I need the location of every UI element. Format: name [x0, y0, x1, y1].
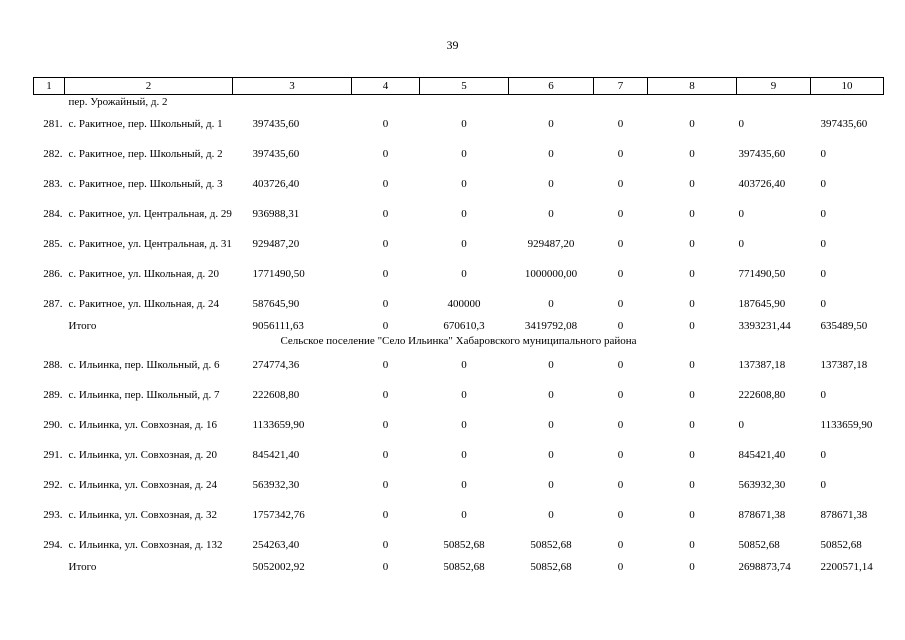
- row-number: 281.: [43, 118, 63, 130]
- value-cell: 0: [382, 148, 389, 160]
- value-cell: 0: [548, 509, 554, 521]
- value-cell: 0: [738, 208, 744, 220]
- value-cell: 0: [689, 389, 695, 401]
- value-cell: 0: [689, 539, 695, 551]
- value-cell: 397435,60: [820, 118, 868, 130]
- value-cell: 0: [382, 118, 389, 130]
- address-cell: пер. Урожайный, д. 2: [68, 96, 168, 108]
- total-value: 3393231,44: [738, 320, 791, 332]
- total-value: 3419792,08: [524, 320, 578, 332]
- value-cell: 0: [820, 298, 826, 310]
- value-cell: 0: [382, 479, 389, 491]
- page-number: 39: [446, 38, 459, 52]
- value-cell: 0: [461, 449, 467, 461]
- value-cell: 929487,20: [527, 238, 575, 250]
- row-number: 294.: [43, 539, 63, 551]
- table-row: [34, 470, 884, 500]
- value-cell: 0: [820, 449, 826, 461]
- value-cell: 0: [548, 298, 554, 310]
- column-header: 8: [648, 78, 737, 95]
- row-number: 284.: [43, 208, 63, 220]
- row-number: 293.: [43, 509, 63, 521]
- value-cell: 936988,31: [252, 208, 300, 220]
- column-number-header-row: [34, 78, 884, 95]
- value-cell: 137387,18: [738, 359, 786, 371]
- value-cell: 0: [548, 208, 554, 220]
- value-cell: [233, 95, 352, 110]
- value-cell: 1133659,90: [252, 419, 305, 431]
- address-cell: с. Ракитное, ул. Центральная, д. 31: [68, 237, 232, 250]
- value-cell: 222608,80: [738, 389, 786, 401]
- value-cell: 0: [738, 419, 744, 431]
- table-row: [34, 350, 884, 380]
- address-cell: с. Ильинка, пер. Школьный, д. 6: [68, 358, 220, 371]
- column-header: 10: [811, 78, 884, 95]
- value-cell: 403726,40: [738, 178, 786, 190]
- total-value: 0: [689, 561, 695, 573]
- value-cell: 1771490,50: [252, 268, 305, 280]
- value-cell: 0: [820, 479, 826, 491]
- value-cell: 397435,60: [252, 148, 300, 160]
- column-header: 3: [233, 78, 352, 95]
- column-header: 4: [352, 78, 420, 95]
- value-cell: 0: [820, 178, 826, 190]
- value-cell: 0: [382, 359, 389, 371]
- value-cell: 0: [382, 389, 389, 401]
- address-cell: с. Ильинка, ул. Совхозная, д. 32: [68, 508, 218, 521]
- value-cell: 0: [617, 419, 624, 431]
- row-number: 283.: [43, 178, 63, 190]
- value-cell: 0: [820, 148, 826, 160]
- row-number: 290.: [43, 419, 63, 431]
- total-value: 9056111,63: [252, 320, 304, 332]
- table-row: [34, 169, 884, 199]
- address-cell: с. Ильинка, ул. Совхозная, д. 132: [68, 538, 223, 551]
- value-cell: 0: [738, 238, 744, 250]
- value-cell: 274774,36: [252, 359, 300, 371]
- row-number: [34, 319, 65, 333]
- value-cell: 0: [548, 118, 554, 130]
- row-number: 286.: [43, 268, 63, 280]
- value-cell: 0: [382, 419, 389, 431]
- value-cell: 0: [820, 389, 826, 401]
- value-cell: 0: [689, 479, 695, 491]
- value-cell: 1757342,76: [252, 509, 305, 521]
- value-cell: 0: [382, 238, 389, 250]
- value-cell: 0: [461, 419, 467, 431]
- table-row: [34, 530, 884, 560]
- row-number: [34, 95, 65, 110]
- value-cell: 0: [461, 509, 467, 521]
- value-cell: [594, 95, 648, 110]
- table-row: [34, 500, 884, 530]
- value-cell: 137387,18: [820, 359, 868, 371]
- total-value: 5052002,92: [252, 561, 305, 573]
- total-value: 0: [617, 320, 624, 332]
- total-label: Итого: [68, 561, 97, 573]
- value-cell: 0: [689, 268, 695, 280]
- value-cell: 0: [548, 389, 554, 401]
- address-cell: с. Ракитное, ул. Школьная, д. 24: [68, 297, 219, 310]
- value-cell: 0: [461, 268, 467, 280]
- value-cell: 0: [689, 298, 695, 310]
- value-cell: 0: [548, 419, 554, 431]
- value-cell: 0: [617, 359, 624, 371]
- value-cell: 0: [548, 479, 554, 491]
- value-cell: 0: [382, 208, 389, 220]
- value-cell: 878671,38: [820, 509, 868, 521]
- value-cell: 0: [461, 148, 467, 160]
- value-cell: [811, 95, 884, 110]
- value-cell: 0: [617, 479, 624, 491]
- value-cell: [420, 95, 509, 110]
- value-cell: 771490,50: [738, 268, 786, 280]
- value-cell: 0: [689, 509, 695, 521]
- total-value: 635489,50: [820, 320, 868, 332]
- table-body: [34, 95, 884, 575]
- row-number: [34, 560, 65, 574]
- value-cell: 587645,90: [252, 298, 300, 310]
- value-cell: 0: [689, 178, 695, 190]
- value-cell: 0: [617, 539, 624, 551]
- value-cell: 0: [689, 359, 695, 371]
- value-cell: 0: [382, 509, 389, 521]
- column-header: 5: [420, 78, 509, 95]
- value-cell: 0: [548, 178, 554, 190]
- column-header: 1: [34, 78, 65, 95]
- table-row: [34, 199, 884, 229]
- value-cell: 50852,68: [738, 539, 780, 551]
- row-number: 282.: [43, 148, 63, 160]
- value-cell: [509, 95, 594, 110]
- value-cell: 50852,68: [443, 539, 485, 551]
- value-cell: 845421,40: [738, 449, 786, 461]
- value-cell: 0: [738, 118, 744, 130]
- value-cell: 0: [461, 118, 467, 130]
- total-value: 670610,3: [443, 320, 485, 332]
- value-cell: 0: [617, 238, 624, 250]
- value-cell: 403726,40: [252, 178, 300, 190]
- address-cell: с. Ильинка, ул. Совхозная, д. 20: [68, 448, 218, 461]
- table-row: [34, 410, 884, 440]
- value-cell: 0: [689, 238, 695, 250]
- value-cell: 0: [461, 479, 467, 491]
- total-value: 2698873,74: [738, 561, 791, 573]
- total-row: [34, 560, 884, 574]
- value-cell: 0: [461, 359, 467, 371]
- continuation-row: [34, 95, 884, 110]
- table-row: [34, 440, 884, 470]
- total-value: 0: [617, 561, 624, 573]
- row-number: 287.: [43, 298, 63, 310]
- value-cell: 0: [548, 449, 554, 461]
- total-value: 0: [382, 561, 389, 573]
- value-cell: 0: [382, 449, 389, 461]
- total-row: [34, 319, 884, 333]
- value-cell: [352, 95, 420, 110]
- address-cell: с. Ильинка, ул. Совхозная, д. 16: [68, 418, 218, 431]
- value-cell: [737, 95, 811, 110]
- total-value: 0: [689, 320, 695, 332]
- value-cell: 0: [548, 359, 554, 371]
- address-cell: с. Ильинка, пер. Школьный, д. 7: [68, 388, 220, 401]
- column-header: 7: [594, 78, 648, 95]
- value-cell: 0: [820, 268, 826, 280]
- table-row: [34, 109, 884, 139]
- value-cell: 845421,40: [252, 449, 300, 461]
- value-cell: 0: [548, 148, 554, 160]
- value-cell: 0: [617, 118, 624, 130]
- total-value: 0: [382, 320, 389, 332]
- value-cell: 0: [461, 208, 467, 220]
- value-cell: 0: [689, 449, 695, 461]
- value-cell: 397435,60: [738, 148, 786, 160]
- column-header: 9: [737, 78, 811, 95]
- value-cell: 400000: [447, 298, 481, 310]
- value-cell: 929487,20: [252, 238, 300, 250]
- row-number: 288.: [43, 359, 63, 371]
- value-cell: 563932,30: [738, 479, 786, 491]
- total-value: 50852,68: [443, 561, 485, 573]
- row-number: 289.: [43, 389, 63, 401]
- row-number: 285.: [43, 238, 63, 250]
- total-value: 50852,68: [530, 561, 572, 573]
- address-cell: с. Ракитное, ул. Центральная, д. 29: [68, 207, 232, 220]
- value-cell: 0: [820, 208, 826, 220]
- table-row: [34, 380, 884, 410]
- address-cell: с. Ракитное, ул. Школьная, д. 20: [68, 267, 219, 280]
- table-row: [34, 139, 884, 169]
- value-cell: 0: [461, 389, 467, 401]
- section-heading: Сельское поселение "Село Ильинка" Хабаровского муниципального района: [280, 335, 637, 347]
- value-cell: 0: [617, 449, 624, 461]
- table-row: [34, 229, 884, 259]
- row-number: 292.: [43, 479, 63, 491]
- value-cell: 254263,40: [252, 539, 300, 551]
- address-cell: с. Ракитное, пер. Школьный, д. 3: [68, 177, 223, 190]
- address-cell: с. Ракитное, пер. Школьный, д. 2: [68, 147, 223, 160]
- section-heading-row: [34, 333, 884, 350]
- value-cell: 50852,68: [530, 539, 572, 551]
- value-cell: [648, 95, 737, 110]
- value-cell: 0: [461, 178, 467, 190]
- address-cell: с. Ракитное, пер. Школьный, д. 1: [68, 117, 223, 130]
- value-cell: 0: [617, 178, 624, 190]
- value-cell: 0: [689, 419, 695, 431]
- table-row: [34, 259, 884, 289]
- value-cell: 0: [689, 118, 695, 130]
- value-cell: 0: [617, 268, 624, 280]
- table-row: [34, 289, 884, 319]
- value-cell: 0: [617, 389, 624, 401]
- value-cell: 0: [382, 268, 389, 280]
- value-cell: 0: [461, 238, 467, 250]
- value-cell: 878671,38: [738, 509, 786, 521]
- value-cell: 563932,30: [252, 479, 300, 491]
- column-header: 6: [509, 78, 594, 95]
- value-cell: 1133659,90: [820, 419, 873, 431]
- value-cell: 0: [617, 298, 624, 310]
- value-cell: 0: [689, 148, 695, 160]
- value-cell: 50852,68: [820, 539, 862, 551]
- column-header: 2: [65, 78, 233, 95]
- value-cell: 0: [689, 208, 695, 220]
- value-cell: 0: [617, 208, 624, 220]
- value-cell: 0: [382, 539, 389, 551]
- value-cell: 0: [820, 238, 826, 250]
- value-cell: 0: [617, 509, 624, 521]
- value-cell: 0: [617, 148, 624, 160]
- value-cell: 0: [382, 178, 389, 190]
- value-cell: 222608,80: [252, 389, 300, 401]
- address-cell: с. Ильинка, ул. Совхозная, д. 24: [68, 478, 218, 491]
- value-cell: 1000000,00: [524, 268, 578, 280]
- row-number: 291.: [43, 449, 63, 461]
- value-cell: 187645,90: [738, 298, 786, 310]
- value-cell: 397435,60: [252, 118, 300, 130]
- data-table: [33, 77, 884, 574]
- value-cell: 0: [382, 298, 389, 310]
- total-value: 2200571,14: [820, 561, 873, 573]
- total-label: Итого: [68, 320, 97, 332]
